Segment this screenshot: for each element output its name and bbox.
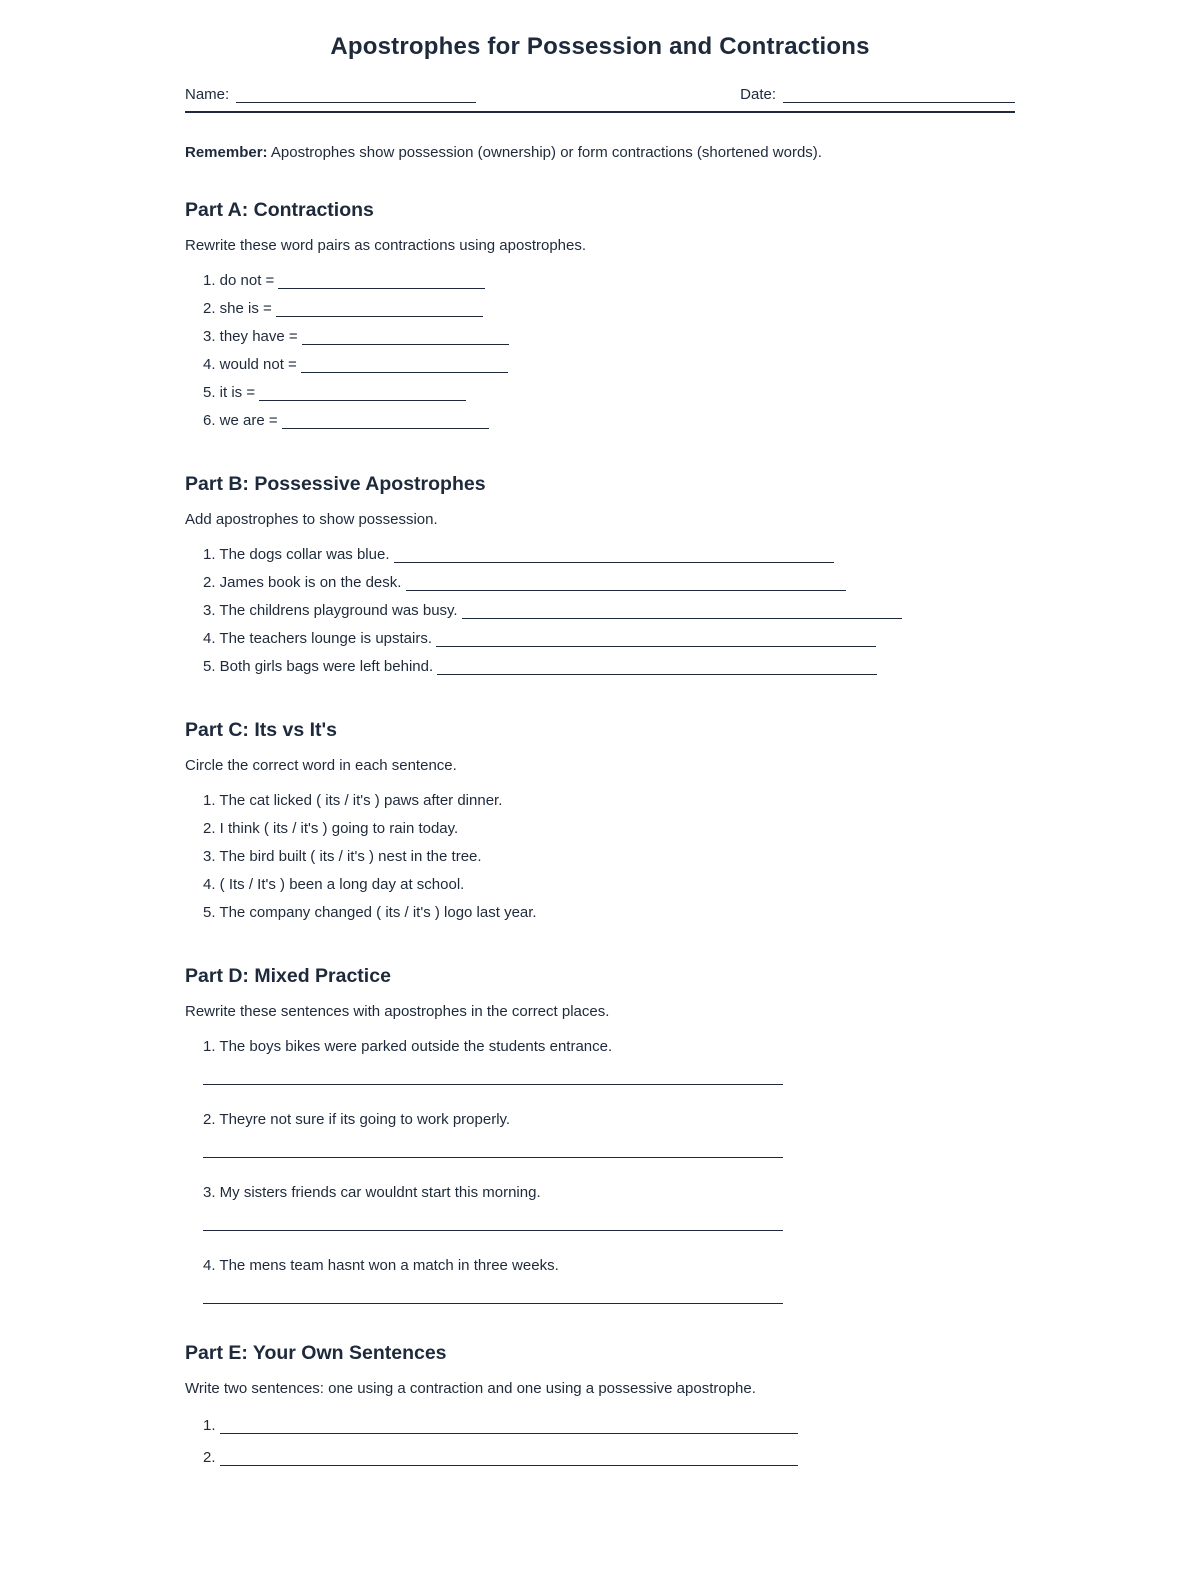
item-text: 4. The mens team hasnt won a match in three weeks.: [203, 1257, 559, 1274]
answer-blank: [276, 316, 483, 317]
answer-blank: [302, 344, 509, 345]
item-text: 5. Both girls bags were left behind.: [203, 658, 434, 675]
date-field: [740, 86, 1015, 103]
part-c-items: [185, 787, 1015, 927]
worksheet-item: [185, 843, 1015, 871]
section-part-c: [185, 719, 1015, 927]
item-text: 2. she is =: [203, 300, 272, 317]
item-text: 3. The bird built ( its / it's ) nest in the tree.: [203, 848, 482, 865]
answer-blank: [220, 1465, 798, 1466]
name-blank-line: [236, 102, 476, 103]
item-text: 2. James book is on the desk.: [203, 574, 402, 591]
item-text: 1.: [203, 1417, 216, 1434]
answer-write-line: [203, 1084, 783, 1085]
date-blank-line: [783, 102, 1015, 103]
remember-text: Apostrophes show possession (ownership) or form contractions (shortened words).: [270, 144, 822, 161]
item-text: 3. they have =: [203, 328, 298, 345]
worksheet-item: [185, 569, 1015, 597]
worksheet-item: [185, 871, 1015, 899]
item-text: 4. The teachers lounge is upstairs.: [203, 630, 433, 647]
section-part-a: [185, 199, 1015, 435]
part-a-instructions: Rewrite these word pairs as contractions using apostrophes.: [185, 237, 587, 254]
part-a-items: [185, 267, 1015, 435]
name-field: [185, 86, 476, 103]
answer-write-line: [203, 1303, 783, 1304]
part-b-items: [185, 541, 1015, 681]
answer-blank: [220, 1433, 798, 1434]
part-d-items: [185, 1033, 1015, 1304]
worksheet-item: [185, 1033, 1015, 1061]
item-text: 2. I think ( its / it's ) going to rain today.: [203, 820, 459, 837]
worksheet-item: [185, 787, 1015, 815]
worksheet-item: [185, 323, 1015, 351]
item-text: 5. The company changed ( its / it's ) logo last year.: [203, 904, 537, 921]
part-b-heading: Part B: Possessive Apostrophes: [185, 473, 486, 495]
answer-blank: [278, 288, 485, 289]
worksheet-item: [185, 815, 1015, 843]
worksheet-item: [185, 379, 1015, 407]
section-part-b: [185, 473, 1015, 681]
part-d-instructions: Rewrite these sentences with apostrophes in the correct places.: [185, 1003, 610, 1020]
item-text: 2.: [203, 1449, 216, 1466]
worksheet-item: [185, 1252, 1015, 1280]
worksheet-item: [185, 1442, 1015, 1474]
item-text: 1. The dogs collar was blue.: [203, 546, 390, 563]
part-e-instructions: Write two sentences: one using a contraction and one using a possessive apostrophe.: [185, 1380, 756, 1397]
item-text: 1. The boys bikes were parked outside the students entrance.: [203, 1038, 613, 1055]
worksheet-item: [185, 899, 1015, 927]
date-label: Date:: [740, 86, 776, 103]
header-divider-rule: [185, 111, 1015, 113]
answer-blank: [437, 674, 877, 675]
remember-note: [185, 144, 1015, 161]
page-title: Apostrophes for Possession and Contractions: [330, 33, 870, 60]
worksheet-item: [185, 653, 1015, 681]
answer-write-line: [203, 1157, 783, 1158]
worksheet-item: [185, 541, 1015, 569]
answer-blank: [282, 428, 489, 429]
name-label: Name:: [185, 86, 230, 103]
item-text: 1. do not =: [203, 272, 275, 289]
part-d-heading: Part D: Mixed Practice: [185, 965, 391, 987]
worksheet-item: [185, 295, 1015, 323]
worksheet-item: [185, 351, 1015, 379]
answer-blank: [301, 372, 508, 373]
item-text: 4. would not =: [203, 356, 297, 373]
remember-label: Remember:: [185, 144, 268, 161]
part-c-heading: Part C: Its vs It's: [185, 719, 338, 741]
item-text: 3. My sisters friends car wouldnt start this morning.: [203, 1184, 541, 1201]
answer-blank: [406, 590, 846, 591]
part-e-items: [185, 1410, 1015, 1474]
worksheet-page: [185, 0, 1015, 1594]
part-a-heading: Part A: Contractions: [185, 199, 374, 221]
item-text: 4. ( Its / It's ) been a long day at school.: [203, 876, 465, 893]
worksheet-item: [185, 597, 1015, 625]
worksheet-item: [185, 1410, 1015, 1442]
part-b-instructions: Add apostrophes to show possession.: [185, 511, 438, 528]
worksheet-item: [185, 1179, 1015, 1207]
item-text: 5. it is =: [203, 384, 256, 401]
part-c-instructions: Circle the correct word in each sentence.: [185, 757, 457, 774]
answer-blank: [462, 618, 902, 619]
worksheet-item: [185, 625, 1015, 653]
worksheet-item: [185, 1106, 1015, 1134]
item-text: 1. The cat licked ( its / it's ) paws after dinner.: [203, 792, 503, 809]
section-part-e: [185, 1342, 1015, 1474]
worksheet-item: [185, 267, 1015, 295]
item-text: 2. Theyre not sure if its going to work properly.: [203, 1111, 511, 1128]
item-text: 3. The childrens playground was busy.: [203, 602, 458, 619]
part-e-heading: Part E: Your Own Sentences: [185, 1342, 447, 1364]
worksheet-item: [185, 407, 1015, 435]
answer-blank: [436, 646, 876, 647]
answer-blank: [259, 400, 466, 401]
answer-write-line: [203, 1230, 783, 1231]
section-part-d: [185, 965, 1015, 1304]
answer-blank: [394, 562, 834, 563]
item-text: 6. we are =: [203, 412, 278, 429]
name-date-row: [185, 86, 1015, 103]
